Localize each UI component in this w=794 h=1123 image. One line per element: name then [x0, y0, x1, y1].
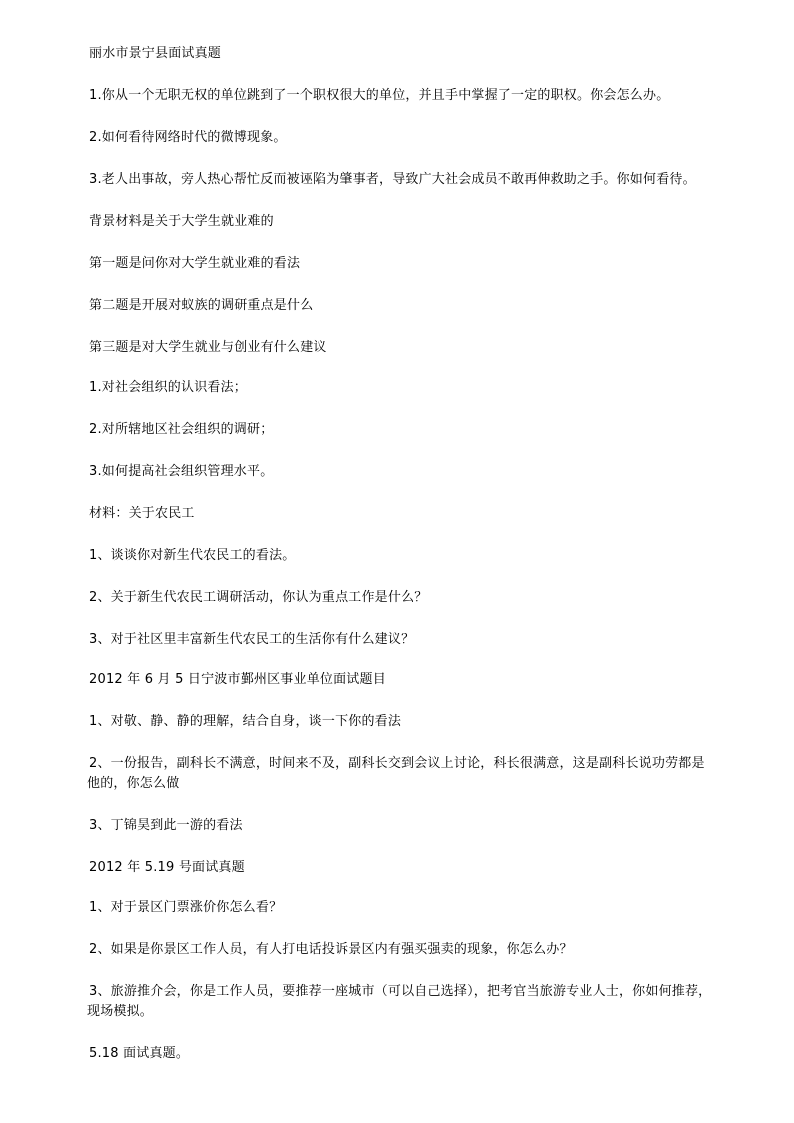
question-item: 2、关于新生代农民工调研活动，你认为重点工作是什么？	[89, 590, 428, 605]
question-item: 3.老人出事故，旁人热心帮忙反而被诬陷为肇事者，导致广大社会成员不敢再伸救助之手。你如何看待。	[89, 172, 696, 187]
section-heading: 5.18 面试真题。	[89, 1046, 190, 1061]
question-item: 2、一份报告，副科长不满意，时间来不及，副科长交到会议上讨论，科长很满意，这是副科长说功劳都是	[89, 756, 705, 771]
question-item: 1、对敬、静、静的理解，结合自身，谈一下你的看法	[89, 714, 402, 729]
question-item-continuation: 他的，你怎么做	[87, 776, 180, 791]
question-item: 2.如何看待网络时代的微博现象。	[89, 130, 287, 145]
question-item: 3.如何提高社会组织管理水平。	[89, 464, 274, 479]
question-item: 2.对所辖地区社会组织的调研；	[89, 422, 274, 437]
section-heading: 2012 年 5.19 号面试真题	[89, 860, 245, 875]
question-item: 第三题是对大学生就业与创业有什么建议	[89, 340, 327, 355]
question-item: 1.对社会组织的认识看法；	[89, 380, 248, 395]
background-material: 背景材料是关于大学生就业难的	[89, 214, 274, 229]
question-item: 第一题是问你对大学生就业难的看法	[89, 256, 301, 271]
question-item: 第二题是开展对蚁族的调研重点是什么	[89, 298, 314, 313]
question-item-continuation: 现场模拟。	[87, 1004, 154, 1019]
background-material: 材料：关于农民工	[89, 506, 195, 521]
question-item: 1、对于景区门票涨价你怎么看？	[89, 900, 283, 915]
question-item: 2、如果是你景区工作人员，有人打电话投诉景区内有强买强卖的现象，你怎么办？	[89, 942, 573, 957]
section-heading: 丽水市景宁县面试真题	[89, 46, 222, 61]
question-item: 1、谈谈你对新生代农民工的看法。	[89, 548, 296, 563]
question-item: 1.你从一个无职无权的单位跳到了一个职权很大的单位，并且手中掌握了一定的职权。你会怎么办。	[89, 88, 670, 103]
question-item: 3、丁锦昊到此一游的看法	[89, 818, 243, 833]
section-heading: 2012 年 6 月 5 日宁波市鄞州区事业单位面试题目	[89, 672, 386, 687]
question-item: 3、旅游推介会，你是工作人员，要推荐一座城市（可以自己选择），把考官当旅游专业人士，你如何推荐，	[89, 984, 712, 999]
question-item: 3、对于社区里丰富新生代农民工的生活你有什么建议？	[89, 632, 415, 647]
